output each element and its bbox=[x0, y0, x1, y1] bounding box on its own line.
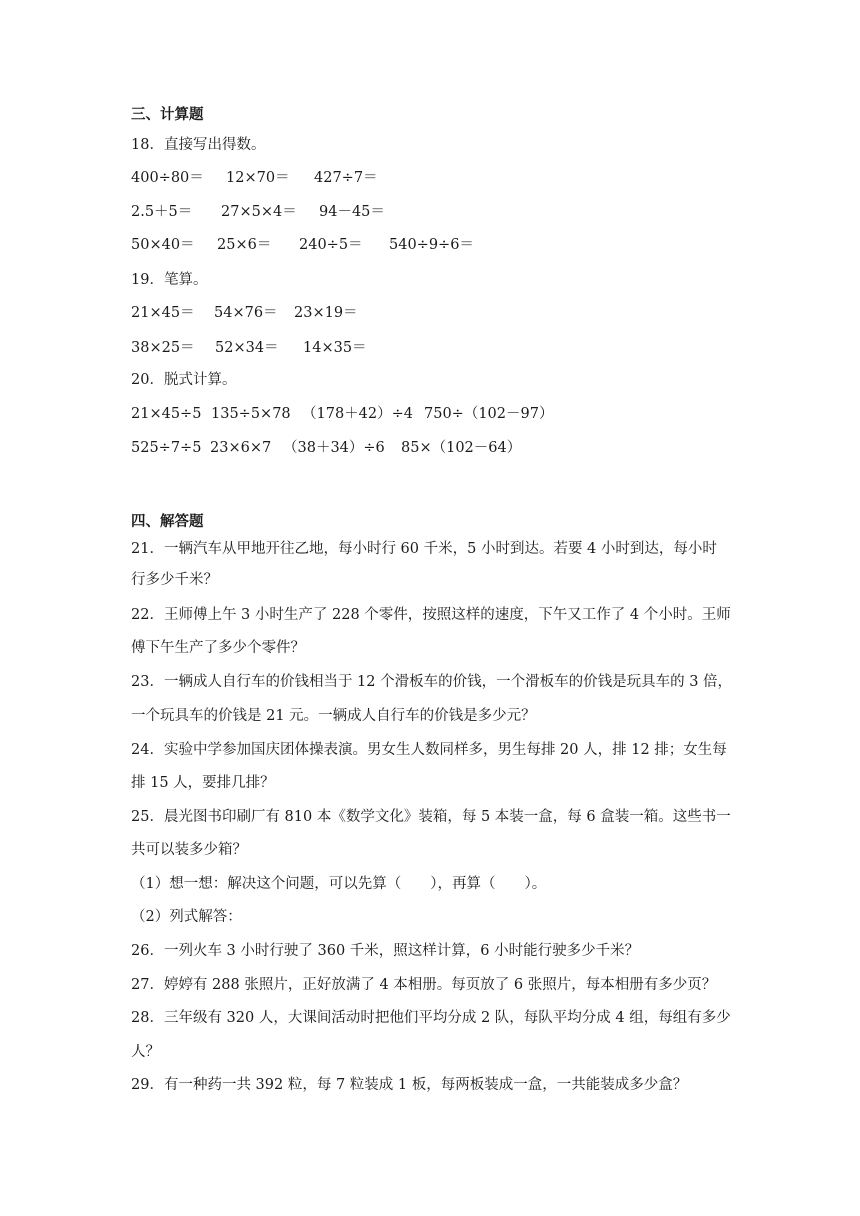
q20-item: 750÷（102－97） bbox=[424, 406, 554, 422]
q20-item: （38＋34）÷6 bbox=[283, 440, 385, 456]
q20-item: 85×（102－64） bbox=[401, 440, 522, 456]
q18-item: 427÷7＝ bbox=[314, 170, 378, 186]
q25-part-2: （2）列式解答： bbox=[131, 909, 242, 925]
q19-item: 23×19＝ bbox=[294, 305, 358, 321]
q18-row-2 bbox=[131, 202, 731, 222]
q20-label: 20．脱式计算。 bbox=[131, 372, 237, 388]
q18-item: 27×5×4＝ bbox=[221, 204, 297, 220]
q20-item: 525÷7÷5 bbox=[131, 440, 202, 456]
q21-line-2: 行多少千米？ bbox=[131, 572, 218, 588]
q22-line-2: 傅下午生产了多少个零件？ bbox=[131, 640, 305, 656]
q18-row-3 bbox=[131, 235, 731, 255]
q22-line-1: 22．王师傅上午 3 小时生产了 228 个零件，按照这样的速度，下午又工作了 4 个小时。王师 bbox=[131, 607, 731, 623]
q21-line-1: 21．一辆汽车从甲地开往乙地，每小时行 60 千米，5 小时到达。若要 4 小时到达，每小时 bbox=[131, 541, 717, 557]
q20-item: 135÷5×78 bbox=[211, 406, 291, 422]
q25-line-2: 共可以装多少箱？ bbox=[131, 842, 247, 858]
q24-line-1: 24．实验中学参加国庆团体操表演。男女生人数同样多，男生每排 20 人，排 12 排；女生每 bbox=[131, 742, 727, 758]
q18-label: 18．直接写出得数。 bbox=[131, 137, 266, 153]
q19-item: 21×45＝ bbox=[131, 305, 195, 321]
q18-item: 12×70＝ bbox=[226, 170, 290, 186]
q23-line-1: 23．一辆成人自行车的价钱相当于 12 个滑板车的价钱，一个滑板车的价钱是玩具车的 3 倍， bbox=[131, 674, 733, 690]
section3-title: 三、计算题 bbox=[131, 106, 204, 123]
q24-line-2: 排 15 人，要排几排？ bbox=[131, 775, 275, 791]
q19-item: 38×25＝ bbox=[131, 340, 195, 356]
q19-row-2 bbox=[131, 338, 731, 358]
q27-line: 27．婷婷有 288 张照片，正好放满了 4 本相册。每页放了 6 张照片，每本相册有多少页？ bbox=[131, 977, 717, 993]
q19-label: 19．笔算。 bbox=[131, 272, 208, 288]
q18-item: 400÷80＝ bbox=[131, 170, 204, 186]
q20-item: 23×6×7 bbox=[210, 440, 272, 456]
q18-item: 540÷9÷6＝ bbox=[389, 237, 474, 253]
q20-item: 21×45÷5 bbox=[131, 406, 202, 422]
q18-item: 240÷5＝ bbox=[299, 237, 363, 253]
q26-line: 26．一列火车 3 小时行驶了 360 千米，照这样计算，6 小时能行驶多少千米？ bbox=[131, 943, 640, 959]
q28-line-1: 28．三年级有 320 人，大课间活动时把他们平均分成 2 队，每队平均分成 4 组，每组有多少 bbox=[131, 1010, 731, 1026]
q25-part-1: （1）想一想：解决这个问题，可以先算（ ），再算（ ）。 bbox=[131, 876, 547, 892]
q29-line: 29．有一种药一共 392 粒，每 7 粒装成 1 板，每两板装成一盒，一共能装成多少盒？ bbox=[131, 1077, 688, 1093]
q18-item: 94－45＝ bbox=[319, 204, 385, 220]
q23-line-2: 一个玩具车的价钱是 21 元。一辆成人自行车的价钱是多少元？ bbox=[131, 708, 536, 724]
q28-line-2: 人？ bbox=[131, 1044, 160, 1060]
q25-line-1: 25．晨光图书印刷厂有 810 本《数学文化》装箱，每 5 本装一盒，每 6 盒装一箱。这些书一 bbox=[131, 809, 731, 825]
q19-item: 54×76＝ bbox=[214, 305, 278, 321]
q19-item: 14×35＝ bbox=[303, 340, 367, 356]
q20-item: （178＋42）÷4 bbox=[302, 406, 414, 422]
q19-item: 52×34＝ bbox=[215, 340, 279, 356]
q20-row-1 bbox=[131, 404, 771, 424]
q18-row-1 bbox=[131, 168, 731, 188]
q19-row-1 bbox=[131, 303, 731, 323]
q20-row-2 bbox=[131, 438, 771, 458]
section4-title: 四、解答题 bbox=[131, 513, 204, 530]
q18-item: 2.5＋5＝ bbox=[131, 204, 193, 220]
q18-item: 25×6＝ bbox=[217, 237, 272, 253]
q18-item: 50×40＝ bbox=[131, 237, 195, 253]
